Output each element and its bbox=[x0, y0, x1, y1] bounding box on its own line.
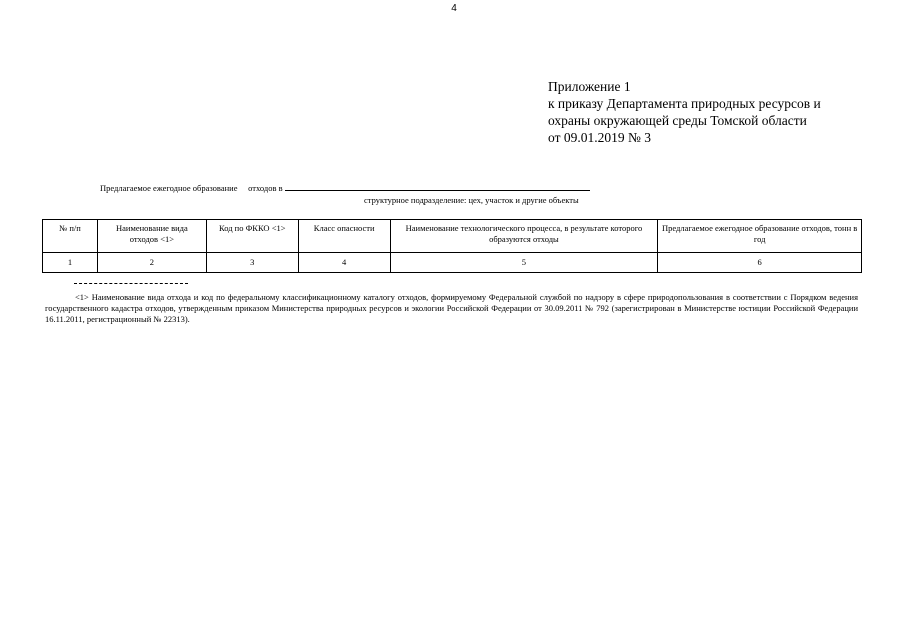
appendix-region-line: охраны окружающей среды Томской области bbox=[548, 113, 807, 128]
appendix-header bbox=[548, 78, 868, 146]
header-cell-hazard-class: Класс опасности bbox=[298, 220, 390, 253]
header-cell-fkko-code: Код по ФККО <1> bbox=[206, 220, 298, 253]
header-cell-annual-amount: Предлагаемое ежегодное образование отходов, тонн в год bbox=[658, 220, 862, 253]
form-heading-text: Предлагаемое ежегодное образование отходов в bbox=[100, 183, 283, 193]
appendix-title: Приложение 1 bbox=[548, 79, 631, 94]
footnote-text: <1> Наименование вида отхода и код по федеральному классификационному каталогу отходов, формируемому Федеральной службой по надзору в сфере природопользования в соответствии с Порядком ведения государственного кадастра отходов, утвержденным приказом Министерства природных ресурсов и экологии Российской Федерации от 30.09.2011 № 792 (зарегистрирован в Министерстве юстиции Российской Федерации 16.11.2011, регистрационный № 22313). bbox=[45, 292, 858, 324]
column-number-cell: 1 bbox=[43, 253, 98, 273]
table-header-row bbox=[43, 220, 862, 253]
appendix-order-line: к приказу Департамента природных ресурсов и bbox=[548, 96, 821, 111]
header-cell-waste-type: Наименование вида отходов <1> bbox=[97, 220, 206, 253]
footnote-separator bbox=[74, 283, 188, 284]
table-row bbox=[43, 253, 862, 273]
column-number-cell: 4 bbox=[298, 253, 390, 273]
column-number-cell: 3 bbox=[206, 253, 298, 273]
waste-table bbox=[42, 219, 862, 273]
header-cell-number: № п/п bbox=[43, 220, 98, 253]
page-number: 4 bbox=[451, 3, 457, 14]
column-number-cell: 2 bbox=[97, 253, 206, 273]
form-hint: структурное подразделение: цех, участок и другие объекты bbox=[364, 195, 579, 205]
form-heading bbox=[100, 182, 590, 193]
column-number-cell: 5 bbox=[390, 253, 658, 273]
subdivision-blank-field[interactable] bbox=[285, 182, 590, 191]
appendix-date-line: от 09.01.2019 № 3 bbox=[548, 130, 651, 145]
column-number-cell: 6 bbox=[658, 253, 862, 273]
header-cell-process: Наименование технологического процесса, в результате которого образуются отходы bbox=[390, 220, 658, 253]
